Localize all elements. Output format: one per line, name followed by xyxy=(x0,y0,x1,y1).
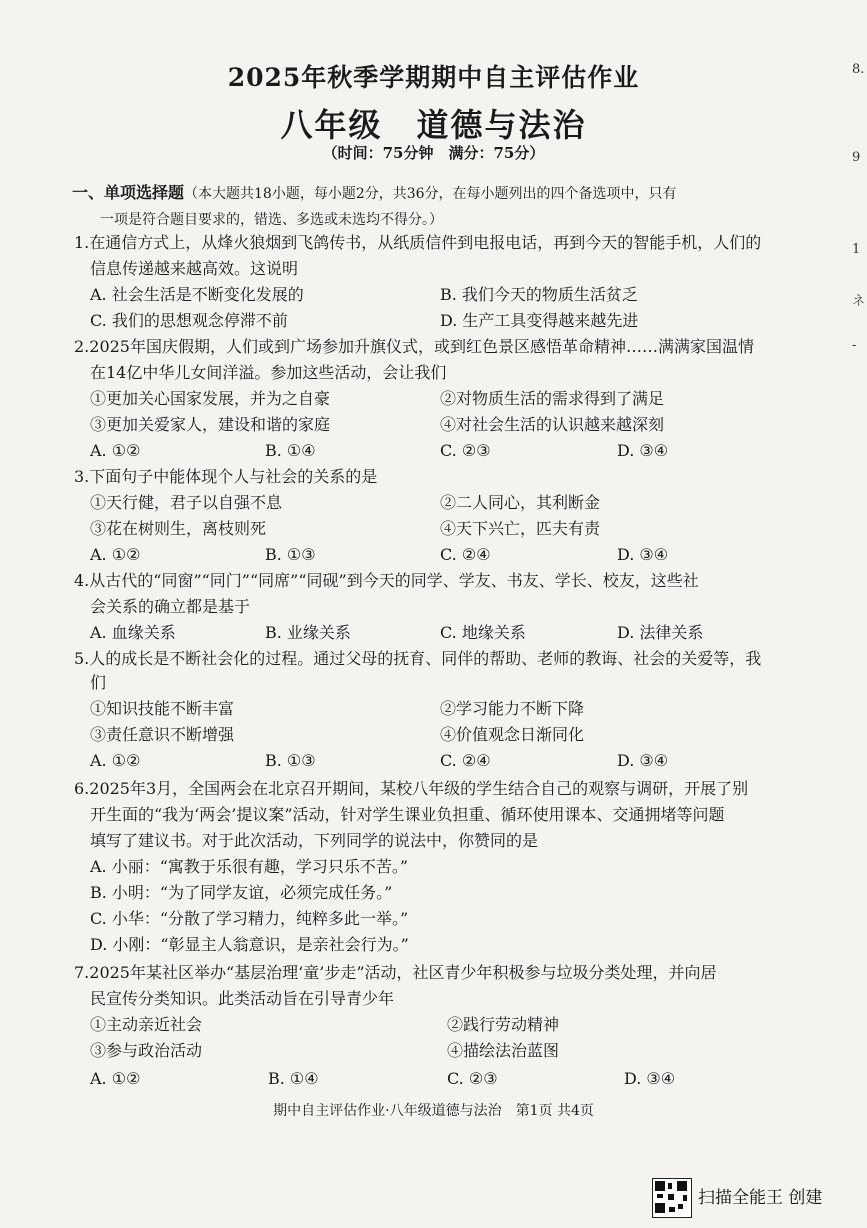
question-6-option-b: B. 小明：“为了同学友谊，必须完成任务。” xyxy=(90,883,393,902)
question-6-stem-3: 填写了建议书。对于此次活动，下列同学的说法中，你赞同的是 xyxy=(90,831,539,850)
question-2-item-1: ①更加关心国家发展，并为之自豪 xyxy=(90,389,331,408)
question-7-option-c: C. ②③ xyxy=(447,1069,498,1088)
question-2-option-a: A. ①② xyxy=(90,441,141,460)
question-7-item-1: ①主动亲近社会 xyxy=(90,1015,203,1034)
question-3-option-d: D. ③④ xyxy=(617,545,669,564)
question-4-option-b: B. 业缘关系 xyxy=(265,623,351,642)
question-3-item-3: ③花在树则生，离枝则死 xyxy=(90,519,267,538)
question-1-stem-1: 1.在通信方式上，从烽火狼烟到飞鸽传书，从纸质信件到电报电话，再到今天的智能手机，人们的 xyxy=(74,233,762,252)
question-5-stem-2: 们 xyxy=(90,673,107,692)
question-3-item-2: ②二人同心，其利断金 xyxy=(440,493,601,512)
question-6-option-c: C. 小华：“分散了学习精力，纯粹多此一举。” xyxy=(90,909,409,928)
qr-code-icon xyxy=(652,1178,692,1218)
question-1-option-d: D. 生产工具变得越来越先进 xyxy=(440,311,639,330)
question-5-option-c: C. ②④ xyxy=(440,751,491,770)
question-2-option-d: D. ③④ xyxy=(617,441,669,460)
question-5-item-2: ②学习能力不断下降 xyxy=(440,699,585,718)
question-3-item-4: ④天下兴亡，匹夫有责 xyxy=(440,519,601,538)
question-3-stem-1: 3.下面句子中能体现个人与社会的关系的是 xyxy=(74,467,378,486)
section-note-2: 一项是符合题目要求的，错选、多选或未选均不得分。） xyxy=(100,212,443,228)
question-2-item-4: ④对社会生活的认识越来越深刻 xyxy=(440,415,665,434)
question-2-option-b: B. ①④ xyxy=(265,441,316,460)
question-2-option-c: C. ②③ xyxy=(440,441,491,460)
section-heading-line xyxy=(72,182,677,205)
question-4-stem-2: 会关系的确立都是基于 xyxy=(90,597,251,616)
page-footer: 期中自主评估作业·八年级道德与法治 第1页 共4页 xyxy=(273,1103,594,1119)
question-3-option-a: A. ①② xyxy=(90,545,141,564)
question-6-stem-2: 开生面的“我为‘两会’提议案”活动，针对学生课业负担重、循环使用课本、交通拥堵等问题 xyxy=(90,805,725,824)
question-2-stem-2: 在14亿中华儿女间洋溢。参加这些活动，会让我们 xyxy=(90,363,447,382)
question-2-item-2: ②对物质生活的需求得到了满足 xyxy=(440,389,665,408)
question-5-item-1: ①知识技能不断丰富 xyxy=(90,699,235,718)
section-note-line2 xyxy=(100,208,443,231)
question-1-option-c: C. 我们的思想观念停滞不前 xyxy=(90,311,288,330)
question-1-stem-2: 信息传递越来越高效。这说明 xyxy=(90,259,299,278)
question-7-option-b: B. ①④ xyxy=(268,1069,319,1088)
question-7-stem-1: 7.2025年某社区举办“基层治理‘童’步走”活动，社区青少年积极参与垃圾分类处理，并向居 xyxy=(74,963,717,982)
question-6-option-d: D. 小刚：“彰显主人翁意识，是亲社会行为。” xyxy=(90,935,409,954)
question-3-item-1: ①天行健，君子以自强不息 xyxy=(90,493,283,512)
question-1-option-b: B. 我们今天的物质生活贫乏 xyxy=(440,285,638,304)
question-7-item-3: ③参与政治活动 xyxy=(90,1041,203,1060)
question-5-option-b: B. ①③ xyxy=(265,751,316,770)
question-5-item-4: ④价值观念日渐同化 xyxy=(440,725,585,744)
edge-mark: 8. xyxy=(852,62,865,77)
question-7-stem-2: 民宣传分类知识。此类活动旨在引导青少年 xyxy=(90,989,395,1008)
exam-subject: 八年级 道德与法治 xyxy=(280,106,587,144)
question-7-item-4: ④描绘法治蓝图 xyxy=(447,1041,560,1060)
question-2-stem-1: 2.2025年国庆假期，人们或到广场参加升旗仪式，或到红色景区感悟革命精神……满满家国温情 xyxy=(74,337,754,356)
question-4-option-a: A. 血缘关系 xyxy=(90,623,176,642)
section-note: （本大题共18小题，每小题2分，共36分，在每小题列出的四个备选项中，只有 xyxy=(184,186,677,202)
question-6-stem-1: 6.2025年3月，全国两会在北京召开期间，某校八年级的学生结合自己的观察与调研，开展了别 xyxy=(74,779,749,798)
question-1-option-a: A. 社会生活是不断变化发展的 xyxy=(90,285,304,304)
scanner-watermark: 扫描全能王 创建 xyxy=(698,1188,823,1208)
question-4-option-c: C. 地缘关系 xyxy=(440,623,526,642)
question-3-option-c: C. ②④ xyxy=(440,545,491,564)
question-5-option-d: D. ③④ xyxy=(617,751,669,770)
edge-mark: 9 xyxy=(852,150,861,165)
exam-meta: （时间：75分钟 满分：75分） xyxy=(322,144,545,162)
edge-mark: - xyxy=(852,338,857,353)
question-4-option-d: D. 法律关系 xyxy=(617,623,704,642)
question-5-stem-1: 5.人的成长是不断社会化的过程。通过父母的抚育、同伴的帮助、老师的教诲、社会的关爱等，我 xyxy=(74,649,762,668)
question-2-item-3: ③更加关爱家人，建设和谐的家庭 xyxy=(90,415,331,434)
question-7-option-d: D. ③④ xyxy=(624,1069,676,1088)
exam-title: 2025年秋季学期期中自主评估作业 xyxy=(227,63,640,92)
question-7-item-2: ②践行劳动精神 xyxy=(447,1015,560,1034)
edge-mark: ネ xyxy=(852,294,866,309)
section-heading: 一、单项选择题 xyxy=(72,183,185,202)
question-7-option-a: A. ①② xyxy=(90,1069,141,1088)
question-4-stem-1: 4.从古代的“同窗”“同门”“同席”“同砚”到今天的同学、学友、书友、学长、校友，这些社 xyxy=(74,571,699,590)
question-5-item-3: ③责任意识不断增强 xyxy=(90,725,235,744)
question-3-option-b: B. ①③ xyxy=(265,545,316,564)
question-6-option-a: A. 小丽：“寓教于乐很有趣，学习只乐不苦。” xyxy=(90,857,409,876)
edge-mark: 1 xyxy=(852,242,861,257)
question-5-option-a: A. ①② xyxy=(90,751,141,770)
